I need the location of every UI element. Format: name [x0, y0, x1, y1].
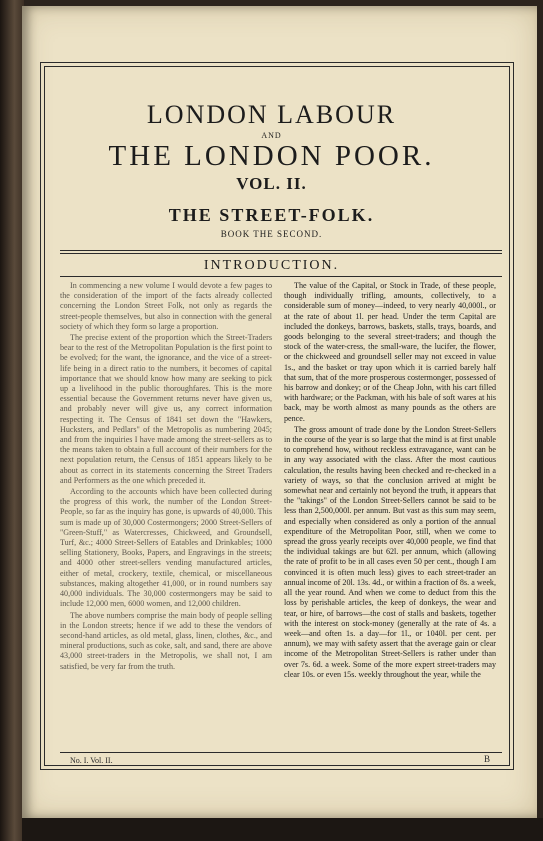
title-line2: THE LONDON POOR.: [108, 140, 435, 172]
volume-label: VOL. II.: [236, 174, 307, 193]
section-rule: [60, 276, 502, 277]
footer-signature: B: [484, 754, 491, 764]
section-title: INTRODUCTION.: [203, 258, 340, 273]
title-rule-bottom: [60, 253, 502, 254]
left-paragraph-1: In commencing a new volume I would devote a few pages to the consideration of the import of the facts already collected concerning the London Street Folk, not only as regards the street-people themselves, but also in connection with the general society of which they form so large a proportion.: [60, 281, 272, 331]
right-paragraph-1: The value of the Capital, or Stock in Trade, of these people, though individually trifling, amounts, collectively, to a considerable sum of money—indeed, to very nearly 40,000l., or at the rate of about 1l. per head. Under the term Capital are included the donkeys, barrows, baskets, stalls, trays, boards, and goods belonging to the several street-traders; and though the stock of the water-cress, the small-ware, the lucifer, the flower, or the chickweed and groundsell seller may not exceed in value 1s., and the basket or tray upon which it is carried barely half that sum, that of the more prosperous costermonger, possessed of his barrow and donkey; or of the Cheap John, with his cart filled with hardware; or the Packman, with his bale of soft wares at his back, may be worth almost as many pounds as the others are pence.: [284, 281, 496, 423]
footer-issue: No. I. Vol. II.: [70, 756, 113, 765]
left-paragraph-2: The precise extent of the proportion which the Street-Traders bear to the rest of the Metropolitan Population is the first point to be evolved; for the want, the ignorance, and the vice of a street-life being in a direct ratio to the numbers, it becomes of capital importance that we should know how many are seeking to pick up a livelihood in the public thoroughfares. This is the more essential because the Government returns never have given us, and probably never will give us, any correct information respecting it. The Census of 1841 set down the "Hawkers, Hucksters, and Pedlars" of the Metropolis as numbering 2045; and from the inquiries I have made among the street-sellers as to the means taken to obtain a full account of their numbers for the next population return, the Census of 1851 appears likely to be about as correct in its statements concerning the Street Traders and Performers as the one which preceded it.: [60, 333, 272, 485]
page-bottom-shadow: [22, 818, 543, 841]
title-line1: LONDON LABOUR: [146, 100, 397, 129]
right-column: [284, 281, 496, 680]
left-column: [60, 281, 272, 672]
book-label: BOOK THE SECOND.: [220, 229, 323, 239]
subtitle: THE STREET-FOLK.: [168, 205, 375, 225]
left-paragraph-3: According to the accounts which have been collected during the progress of this work, the number of the London Street-People, so far as the inquiry has gone, is upwards of 40,000. This sum is made up of 30,000 Costermongers; 2000 Street-Sellers of "Green-Stuff," as Watercresses, Chickweed, and Groundsell, Turf, &c.; 4000 Street-Sellers of Eatables and Drinkables; 1000 selling Stationery, Books, Papers, and Engravings in the streets; and 4000 other street-sellers vending manufactured articles, either of metal, crockery, textile, chemical, or miscellaneous substances, making altogether 41,000, or in round numbers say 40,000 individuals. The 30,000 costermongers may be said to include 12,000 men, 6000 women, and 12,000 children.: [60, 487, 272, 609]
title-and: AND: [261, 131, 282, 140]
left-paragraph-4: The above numbers comprise the main body of people selling in the London streets; hence if we add to these the vendors of second-hand articles, as old metal, glass, linen, clothes, &c., and mineral productions, such as coke, salt, and sand, there are above 43,000 street-traders in the Metropolis, we shall not, I am satisfied, be very far from the truth.: [60, 610, 272, 671]
title-rule-top: [60, 250, 502, 251]
footer-rule: [60, 752, 502, 753]
right-paragraph-2: The gross amount of trade done by the London Street-Sellers in the course of the year is so large that the mind is at first unable to comprehend how, without reckless extravagance, want can be in any way associated with the class. After the most cautious calculation, the results having been checked and re-checked in a variety of ways, so that the conclusion arrived at might be somewhat near and certainly not beyond the truth, it appears that the "takings" of the London Street-Sellers cannot be said to be less than 2,500,000l. per annum. But vast as this sum may seem, and especially when considered as only a portion of the annual expenditure of the Metropolitan Poor, still, when we come to spread the gross yearly receipts over 40,000 people, we find that the individual takings are but 62l. per annum, which (allowing the rate of profit to be in all cases even 50 per cent., though I am convinced it is often much less) gives to each street-trader an annual income of 20l. 13s. 4d., or within a fraction of 8s. a week, all the year round. And when we come to deduct from this the loss by perishable articles, the keep of donkeys, the wear and tear, or hire, of barrows—the cost of stalls and baskets, together with the interest on stock-money (generally at the rate of 4s. a week—and often 1s. a day—for 1l., or 1040l. per cent. per annum), we may with safety assert that the average gain or clear income of the Metropolitan Street-Sellers is rather under than over 7s. 6d. a week. Some of the more expert street-traders may clear 10s. or even 15s. weekly throughout the year, while the: [284, 424, 496, 679]
